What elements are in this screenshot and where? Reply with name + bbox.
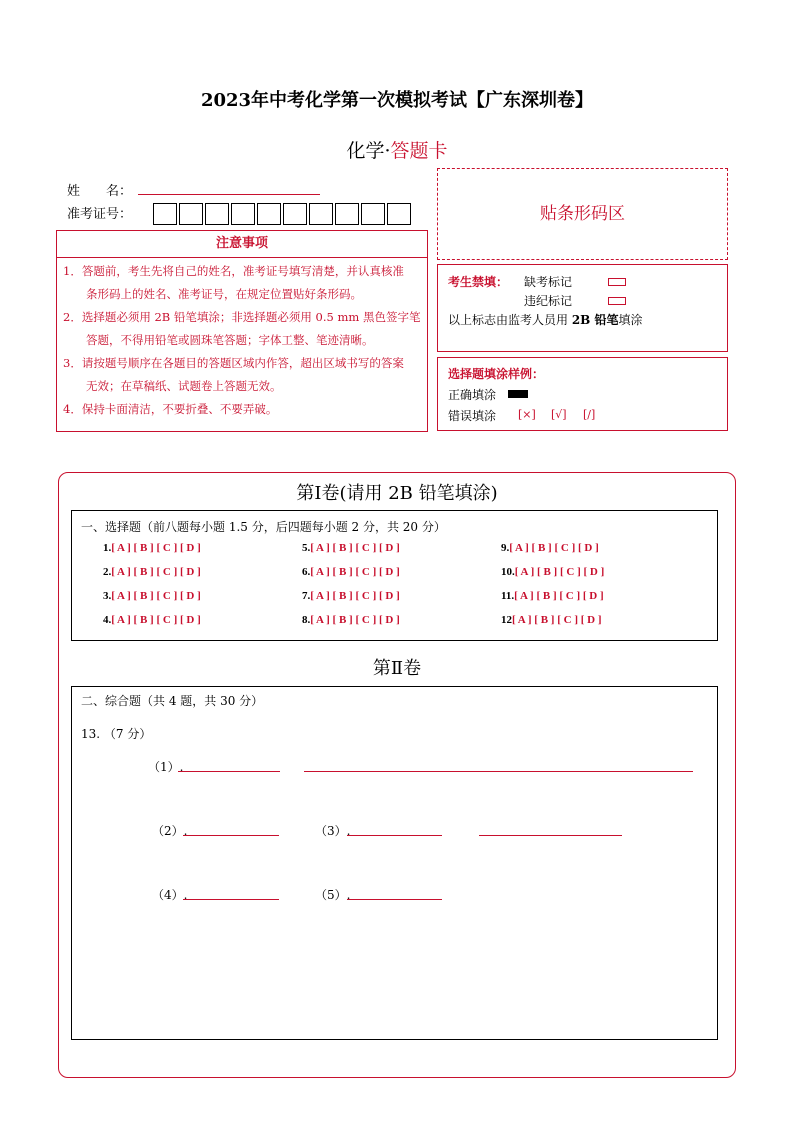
notice-item: 无效；在草稿纸、试题卷上答题无效。 xyxy=(63,379,282,393)
wrong-mark-1: [×] xyxy=(518,408,536,421)
answer-options[interactable]: [ A ] [ B ] [ C ] [ D ] xyxy=(512,614,602,626)
section2-title: 二、综合题（共 4 题，共 30 分） xyxy=(81,694,264,708)
question-number: 4. xyxy=(103,614,112,626)
choice-question[interactable] xyxy=(302,542,400,554)
choice-question[interactable] xyxy=(103,542,201,554)
id-label: 准考证号： xyxy=(67,207,133,222)
choice-question[interactable] xyxy=(501,566,604,578)
forbidden-note-c: 填涂 xyxy=(618,313,643,327)
card-subtitle xyxy=(0,136,794,163)
notice-item: 2．选择题必须用 2B 铅笔填涂；非选择题必须用 0.5 mm 黑色签字笔 xyxy=(63,310,421,324)
notice-item: 答题，不得用铅笔或圆珠笔答题；字体工整、笔迹清晰。 xyxy=(63,333,374,347)
question-number: 10. xyxy=(501,566,515,578)
name-field[interactable] xyxy=(138,194,320,195)
choice-question[interactable] xyxy=(103,566,201,578)
id-digit-box[interactable] xyxy=(283,203,307,225)
notice-item: 条形码上的姓名、准考证号，在规定位置贴好条形码。 xyxy=(63,287,362,301)
wrong-mark-2: [√] xyxy=(551,408,567,421)
fill-sample-box xyxy=(437,357,728,431)
absent-mark-box xyxy=(608,278,626,286)
notice-heading: 注意事项 xyxy=(57,231,427,258)
id-digit-box[interactable] xyxy=(361,203,385,225)
section1-title: 一、选择题（前八题每小题 1.5 分，后四题每小题 2 分，共 20 分） xyxy=(81,520,446,534)
answer-options[interactable]: [ A ] [ B ] [ C ] [ D ] xyxy=(514,590,604,602)
choice-question[interactable] xyxy=(302,566,400,578)
id-digit-box[interactable] xyxy=(205,203,229,225)
answer-line-5[interactable] xyxy=(347,899,442,900)
question-number: 5. xyxy=(302,542,311,554)
forbidden-note-b: 2B 铅笔 xyxy=(571,313,619,327)
id-digit-box[interactable] xyxy=(231,203,255,225)
choice-question[interactable] xyxy=(501,590,604,602)
answer-options[interactable]: [ A ] [ B ] [ C ] [ D ] xyxy=(509,542,599,554)
id-digit-box[interactable] xyxy=(335,203,359,225)
violation-label: 违纪标记 xyxy=(524,294,573,308)
subtitle-subject: 化学· xyxy=(346,140,391,162)
answer-line-3a[interactable] xyxy=(347,835,442,836)
correct-fill-label: 正确填涂 xyxy=(448,388,497,402)
answer-options[interactable]: [ A ] [ B ] [ C ] [ D ] xyxy=(111,542,201,554)
sub-5-label: （5）. xyxy=(315,888,351,902)
id-digit-box[interactable] xyxy=(257,203,281,225)
part2-title: 第Ⅱ卷 xyxy=(372,658,422,679)
choice-question[interactable] xyxy=(103,614,201,626)
sub-2-label: （2）. xyxy=(152,824,188,838)
wrong-mark-3: [/] xyxy=(583,408,596,421)
notice-box xyxy=(56,230,428,432)
answer-options[interactable]: [ A ] [ B ] [ C ] [ D ] xyxy=(111,614,201,626)
sub-3-label: （3）. xyxy=(315,824,351,838)
forbidden-note-a: 以上标志由监考人员用 xyxy=(448,313,572,327)
choice-question[interactable] xyxy=(302,614,400,626)
question-13-label: 13. （7 分） xyxy=(81,727,152,741)
choice-question[interactable] xyxy=(302,590,400,602)
wrong-fill-label: 错误填涂 xyxy=(448,409,497,423)
question-number: 7. xyxy=(302,590,311,602)
notice-item: 3．请按题号顺序在各题目的答题区域内作答，超出区域书写的答案 xyxy=(63,356,404,370)
multiple-choice-section xyxy=(71,510,718,641)
forbidden-label: 考生禁填： xyxy=(448,275,509,289)
answer-line-1a[interactable] xyxy=(178,771,280,772)
violation-mark-box xyxy=(608,297,626,305)
subtitle-card: 答题卡 xyxy=(390,140,448,162)
part1-title: 第Ⅰ卷(请用 2B 铅笔填涂) xyxy=(296,483,498,504)
question-number: 3. xyxy=(103,590,112,602)
id-digit-box[interactable] xyxy=(153,203,177,225)
answer-line-1b[interactable] xyxy=(304,771,693,772)
question-number: 2. xyxy=(103,566,112,578)
notice-item: 1．答题前，考生先将自己的姓名，准考证号填写清楚，并认真核准 xyxy=(63,264,404,278)
examiner-only-box xyxy=(437,264,728,352)
absent-label: 缺考标记 xyxy=(524,275,573,289)
id-digit-box[interactable] xyxy=(387,203,411,225)
sub-1-label: （1）. xyxy=(148,760,184,774)
answer-options[interactable]: [ A ] [ B ] [ C ] [ D ] xyxy=(310,542,400,554)
notice-item: 4．保持卡面清洁，不要折叠、不要弄破。 xyxy=(63,402,278,416)
question-number: 9. xyxy=(501,542,510,554)
question-number: 12 xyxy=(501,614,512,626)
barcode-area: 贴条形码区 xyxy=(437,168,728,260)
question-number: 6. xyxy=(302,566,311,578)
answer-options[interactable]: [ A ] [ B ] [ C ] [ D ] xyxy=(310,590,400,602)
question-number: 11. xyxy=(501,590,515,602)
id-digit-box[interactable] xyxy=(309,203,333,225)
answer-line-3b[interactable] xyxy=(479,835,622,836)
choice-question[interactable] xyxy=(501,614,602,626)
question-number: 1. xyxy=(103,542,112,554)
comprehensive-section xyxy=(71,686,718,1040)
name-label: 姓 名： xyxy=(67,184,133,199)
answer-options[interactable]: [ A ] [ B ] [ C ] [ D ] xyxy=(310,566,400,578)
sub-4-label: （4）. xyxy=(152,888,188,902)
question-number: 8. xyxy=(302,614,311,626)
answer-options[interactable]: [ A ] [ B ] [ C ] [ D ] xyxy=(111,566,201,578)
answer-options[interactable]: [ A ] [ B ] [ C ] [ D ] xyxy=(514,566,605,578)
answer-line-2[interactable] xyxy=(183,835,279,836)
choice-question[interactable] xyxy=(103,590,201,602)
correct-fill-mark xyxy=(508,390,528,398)
id-digit-box[interactable] xyxy=(179,203,203,225)
sample-title: 选择题填涂样例： xyxy=(448,367,545,381)
choice-question[interactable] xyxy=(501,542,599,554)
answer-line-4[interactable] xyxy=(183,899,279,900)
answer-options[interactable]: [ A ] [ B ] [ C ] [ D ] xyxy=(111,590,201,602)
page-title: 2023年中考化学第一次模拟考试【广东深圳卷】 xyxy=(200,90,594,111)
answer-options[interactable]: [ A ] [ B ] [ C ] [ D ] xyxy=(310,614,400,626)
forbidden-note xyxy=(448,311,643,328)
